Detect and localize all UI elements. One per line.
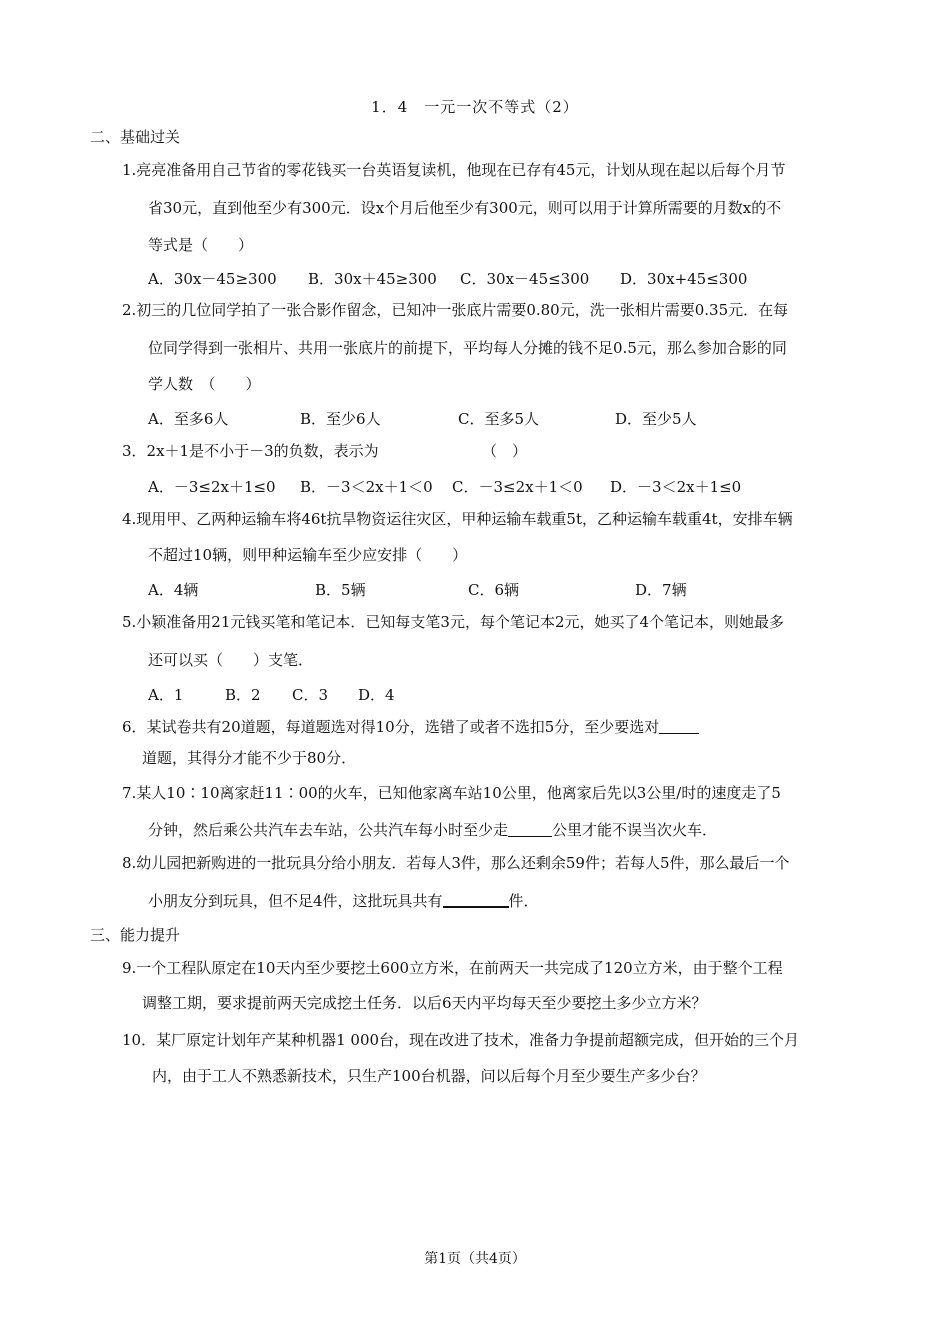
q2-option-b: B．至少6人 <box>300 410 381 428</box>
q8-line-2 <box>148 891 539 911</box>
q5-line-1: 5.小颖准备用21元钱买笔和笔记本．已知每支笔3元，每个笔记本2元，她买了4个笔记本，则她最多 <box>122 613 785 631</box>
q2-line-3: 学人数 （ ） <box>148 375 261 393</box>
q4-option-c: C．6辆 <box>468 581 520 599</box>
q3-option-a: A．－3≤2x＋1≤0 <box>148 478 276 496</box>
q9-line-1: 9.一个工程队原定在10天内至少要挖土600立方米，在前两天一共完成了120立方米，由于整个工程 <box>122 959 783 977</box>
q7-text-a: 分钟，然后乘公共汽车去车站，公共汽车每小时至少走 <box>148 821 509 839</box>
q3-line-1: 3．2x＋1是不小于－3的负数，表示为 <box>122 442 379 460</box>
q5-option-b: B．2 <box>225 686 261 704</box>
q6-line-2: 道题，其得分才能不少于80分． <box>142 749 357 767</box>
q1-option-d: D．30x+45≤300 <box>620 270 748 288</box>
q2-option-a: A．至多6人 <box>148 410 229 428</box>
q2-line-2: 位同学得到一张相片、共用一张底片的前提下，平均每人分摊的钱不足0.5元，那么参加合影的同 <box>148 339 787 357</box>
section-basic-heading: 二、基础过关 <box>90 128 181 146</box>
page-footer: 第1页（共4页） <box>424 1251 526 1267</box>
q2-option-c: C．至多5人 <box>458 410 540 428</box>
q1-option-a: A．30x－45≥300 <box>148 270 277 288</box>
q3-option-d: D．－3＜2x＋1≤0 <box>610 478 742 496</box>
q4-option-a: A．4辆 <box>148 581 199 599</box>
q3-option-c: C．－3≤2x＋1＜0 <box>452 478 583 496</box>
q4-line-2: 不超过10辆，则甲种运输车至少应安排（ ） <box>148 546 468 564</box>
q7-text-b: 公里才能不误当次火车． <box>552 821 718 839</box>
q5-option-d: D．4 <box>358 686 395 704</box>
q9-line-2: 调整工期，要求提前两天完成挖土任务．以后6天内平均每天至少要挖土多少立方米？ <box>142 994 707 1012</box>
q10-line-1: 10．某厂原定计划年产某种机器1 000台，现在改进了技术，准备力争提前超额完成，但开始的三个月 <box>122 1031 800 1049</box>
q1-option-c: C．30x－45≤300 <box>460 270 590 288</box>
q5-option-c: C．3 <box>292 686 329 704</box>
q7-answer-blank[interactable] <box>508 822 552 837</box>
q8-answer-blank[interactable] <box>443 892 509 908</box>
q3-answer-paren: （ ） <box>482 442 528 460</box>
q1-line-2: 省30元，直到他至少有300元．设x个月后他至少有300元，则可以用于计算所需要的月数x的不 <box>148 199 782 217</box>
q6-line-1 <box>122 717 699 737</box>
q5-line-2: 还可以买（ ）支笔． <box>148 651 314 669</box>
q5-option-a: A．1 <box>148 686 184 704</box>
q1-option-b: B．30x＋45≥300 <box>308 270 437 288</box>
q2-option-d: D．至少5人 <box>615 410 697 428</box>
q6-answer-blank[interactable] <box>659 719 699 734</box>
q8-line-1: 8.幼儿园把新购进的一批玩具分给小朋友．若每人3件，那么还剩余59件；若每人5件，那么最后一个 <box>122 854 790 872</box>
q4-option-d: D．7辆 <box>635 581 687 599</box>
page-title: 1．4 一元一次不等式（2） <box>371 98 579 116</box>
q8-text-b: 件． <box>508 892 539 910</box>
q7-line-1: 7.某人10∶10离家赶11∶00的火车，已知他家离车站10公里，他离家后先以3公里/时的速度走了5 <box>122 784 781 802</box>
q10-line-2: 内，由于工人不熟悉新技术，只生产100台机器，问以后每个月至少要生产多少台？ <box>152 1067 706 1085</box>
q8-text-a: 小朋友分到玩具，但不足4件，这批玩具共有 <box>148 892 443 910</box>
q3-option-b: B．－3＜2x＋1＜0 <box>300 478 433 496</box>
q4-option-b: B．5辆 <box>315 581 366 599</box>
q6-text: 6．某试卷共有20道题，每道题选对得10分，选错了或者不选扣5分，至少要选对 <box>122 718 660 736</box>
section-advanced-heading: 三、能力提升 <box>90 926 181 944</box>
q1-line-1: 1.亮亮准备用自己节省的零花钱买一台英语复读机，他现在已存有45元，计划从现在起以后每个月节 <box>122 161 786 179</box>
q7-line-2 <box>148 820 717 840</box>
q2-line-1: 2.初三的几位同学拍了一张合影作留念，已知冲一张底片需要0.80元，洗一张相片需要0.35元．在每 <box>122 301 789 319</box>
q1-line-3: 等式是（ ） <box>148 236 254 254</box>
q4-line-1: 4.现用甲、乙两种运输车将46t抗旱物资运往灾区，甲种运输车载重5t，乙种运输车载重4t，安排车辆 <box>122 510 793 528</box>
